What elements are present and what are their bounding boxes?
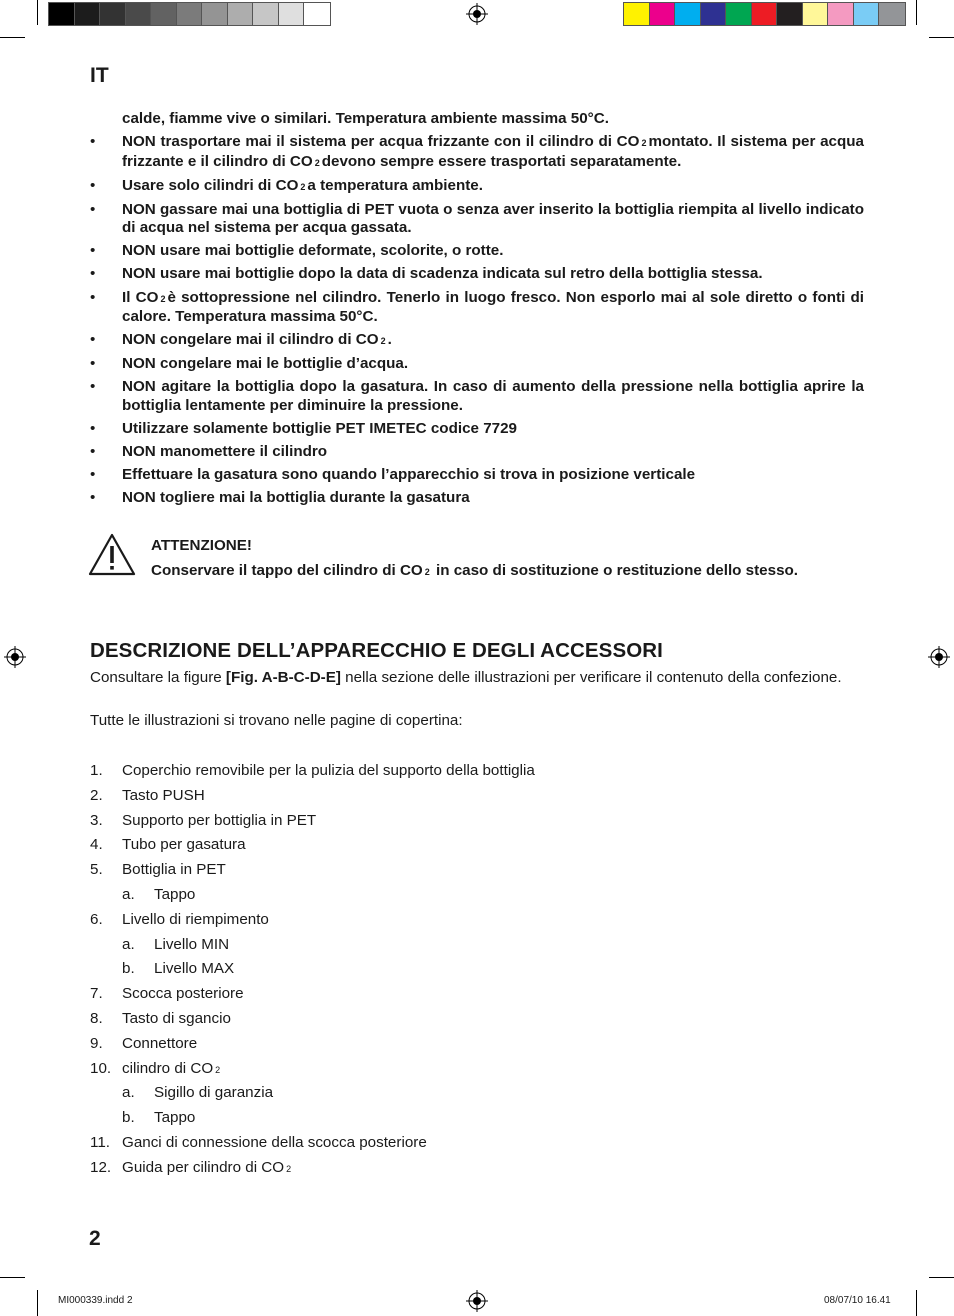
- color-swatch: [279, 3, 305, 25]
- safety-item: [90, 443, 864, 462]
- crop-mark: [916, 1290, 917, 1316]
- safety-item: [90, 420, 864, 439]
- safety-item: [90, 289, 864, 327]
- bullet-icon: •: [90, 288, 96, 306]
- bullet-icon: •: [90, 242, 96, 260]
- color-swatch: [650, 3, 676, 25]
- subscript: 2: [380, 336, 386, 347]
- crop-mark: [929, 1277, 954, 1278]
- safety-text: Effettuare la gasatura sono quando l’apparecchio si trova in posizione verticale: [122, 466, 696, 484]
- list-text-main: cilindro di CO: [122, 1059, 214, 1077]
- list-text: [154, 886, 195, 903]
- color-swatch: [100, 3, 126, 25]
- list-number: b.: [122, 960, 135, 978]
- color-swatch: [803, 3, 829, 25]
- list-number: 3.: [90, 811, 103, 829]
- list-text-main: Tasto PUSH: [122, 786, 205, 804]
- color-swatch: [228, 3, 254, 25]
- page-number: 2: [89, 1227, 101, 1250]
- process-color-bar: [623, 2, 906, 26]
- warning-text: [151, 562, 798, 579]
- list-number: 12.: [90, 1158, 112, 1176]
- list-text-main: Scocca posteriore: [122, 985, 244, 1003]
- list-number: a.: [122, 1084, 135, 1102]
- registration-mark-icon: [466, 1290, 488, 1312]
- bullet-icon: •: [90, 466, 96, 484]
- safety-item: [90, 466, 864, 485]
- list-text-main: Tubo per gasatura: [122, 836, 246, 854]
- list-number: 9.: [90, 1034, 103, 1052]
- subscript: 2: [215, 1064, 221, 1075]
- list-number: 4.: [90, 836, 103, 854]
- list-text: [154, 1109, 195, 1126]
- warning-subscript: 2: [424, 567, 430, 577]
- list-text: [122, 1060, 222, 1077]
- intro-text-after: nella sezione delle illustrazioni per verificare il contenuto della confezione.: [340, 669, 842, 686]
- list-text-main: Supporto per bottiglia in PET: [122, 811, 317, 829]
- list-number: 6.: [90, 910, 103, 928]
- safety-item: [90, 489, 864, 508]
- list-text: [122, 1159, 293, 1176]
- color-swatch: [126, 3, 152, 25]
- color-swatch: [854, 3, 880, 25]
- subscript: 2: [314, 157, 320, 168]
- list-number: a.: [122, 935, 135, 953]
- list-number: 5.: [90, 861, 103, 879]
- safety-text: NON togliere mai la bottiglia durante la gasatura: [122, 489, 470, 507]
- safety-text: NON usare mai bottiglie deformate, scolorite, o rotte.: [122, 242, 504, 260]
- safety-text: NON congelare mai il cilindro di CO: [122, 331, 379, 349]
- crop-mark: [0, 37, 25, 38]
- list-text: [122, 1134, 427, 1151]
- list-text: [154, 960, 234, 977]
- subscript: 2: [286, 1163, 292, 1174]
- figure-reference: [Fig. A-B-C-D-E]: [225, 669, 341, 686]
- safety-text: NON usare mai bottiglie dopo la data di scadenza indicata sul retro della bottiglia stessa.: [122, 265, 763, 283]
- color-swatch: [202, 3, 228, 25]
- section-heading: DESCRIZIONE DELL’APPARECCHIO E DEGLI ACCESSORI: [90, 639, 663, 662]
- list-text: [122, 1035, 197, 1052]
- bullet-icon: •: [90, 133, 96, 151]
- print-date: 08/07/10 16.41: [824, 1295, 891, 1306]
- bullet-icon: •: [90, 265, 96, 283]
- bullet-icon: •: [90, 489, 96, 507]
- crop-mark: [929, 37, 954, 38]
- warning-title: ATTENZIONE!: [151, 537, 252, 554]
- list-text: [154, 1084, 273, 1101]
- safety-text: montato. Il sistema per acqua frizzante e il cilindro di CO: [122, 133, 864, 170]
- language-label: IT: [90, 64, 109, 87]
- safety-item: [90, 242, 864, 261]
- crop-mark: [916, 0, 917, 25]
- crop-mark: [0, 1277, 25, 1278]
- registration-mark-icon: [466, 3, 488, 25]
- bullet-icon: •: [90, 331, 96, 349]
- list-text-main: Guida per cilindro di CO: [122, 1158, 285, 1176]
- color-swatch: [726, 3, 752, 25]
- list-text: [122, 1010, 231, 1027]
- warning-text-after: in caso di sostituzione o restituzione dello stesso.: [431, 562, 799, 579]
- crop-mark: [37, 0, 38, 25]
- safety-item: [90, 110, 864, 129]
- safety-text: Il CO: [122, 288, 159, 306]
- color-swatch: [828, 3, 854, 25]
- safety-item: [90, 378, 864, 415]
- safety-item: [90, 177, 864, 197]
- list-text: [122, 836, 246, 853]
- intro-text: Consultare la figure: [90, 669, 226, 686]
- list-text-main: Tasto di sgancio: [122, 1009, 231, 1027]
- bullet-icon: •: [90, 176, 96, 194]
- list-text: [122, 812, 316, 829]
- color-swatch: [879, 3, 905, 25]
- list-number: 11.: [90, 1133, 110, 1151]
- safety-item: [90, 133, 864, 172]
- safety-text: NON manomettere il cilindro: [122, 443, 328, 461]
- bullet-icon: •: [90, 200, 96, 218]
- list-text-main: Ganci di connessione della scocca posteriore: [122, 1133, 427, 1151]
- registration-mark-icon: [928, 646, 950, 668]
- color-swatch: [253, 3, 279, 25]
- file-slug: MI000339.indd 2: [58, 1295, 133, 1306]
- color-swatch: [304, 3, 330, 25]
- list-text-main: Livello MIN: [154, 935, 230, 953]
- color-swatch: [752, 3, 778, 25]
- list-number: 7.: [90, 985, 103, 1003]
- list-number: 8.: [90, 1009, 103, 1027]
- safety-text: Utilizzare solamente bottiglie PET IMETEC codice 7729: [122, 419, 517, 437]
- list-number: a.: [122, 885, 135, 903]
- list-text-main: Sigillo di garanzia: [154, 1084, 274, 1102]
- list-text: [122, 985, 244, 1002]
- list-text: [122, 762, 535, 779]
- subscript: 2: [641, 138, 647, 149]
- safety-text: a temperatura ambiente.: [307, 176, 483, 194]
- list-text-main: Bottiglia in PET: [122, 861, 226, 879]
- list-text-main: Connettore: [122, 1034, 198, 1052]
- list-number: 1.: [90, 762, 103, 779]
- list-text-main: Tappo: [154, 885, 196, 903]
- list-number: b.: [122, 1109, 135, 1127]
- intro-note: Tutte le illustrazioni si trovano nelle pagine di copertina:: [90, 712, 463, 729]
- subscript: 2: [300, 181, 306, 192]
- list-text-main: Tappo: [154, 1109, 196, 1127]
- color-swatch: [624, 3, 650, 25]
- safety-text: è sottopressione nel cilindro. Tenerlo in luogo fresco. Non esporlo mai al sole diretto o fonti di calore. Temperatura massima 50°C.: [122, 288, 864, 326]
- safety-list: [90, 110, 864, 512]
- list-text: [122, 911, 269, 928]
- subscript: 2: [160, 293, 166, 304]
- bullet-icon: •: [90, 419, 96, 437]
- safety-text: .: [387, 331, 392, 349]
- safety-text: NON agitare la bottiglia dopo la gasatura. In caso di aumento della pressione nella bottiglia aprire la bottiglia lentamente per diminuire la pressione.: [122, 378, 864, 414]
- color-swatch: [151, 3, 177, 25]
- safety-item: [90, 201, 864, 238]
- safety-item: [90, 355, 864, 374]
- safety-text: Usare solo cilindri di CO: [122, 176, 299, 194]
- grayscale-color-bar: [48, 2, 331, 26]
- intro-paragraph: [90, 668, 864, 688]
- list-text: [154, 936, 229, 953]
- safety-item: [90, 331, 864, 351]
- list-text: [122, 861, 226, 878]
- list-text: [122, 787, 205, 804]
- warning-text-before: Conservare il tappo del cilindro di CO: [151, 562, 423, 579]
- safety-text: NON congelare mai le bottiglie d’acqua.: [122, 355, 409, 373]
- safety-text: NON trasportare mai il sistema per acqua frizzante con il cilindro di CO: [122, 133, 640, 151]
- list-number: 10.: [90, 1059, 112, 1077]
- registration-mark-icon: [4, 646, 26, 668]
- color-swatch: [701, 3, 727, 25]
- color-swatch: [675, 3, 701, 25]
- color-swatch: [777, 3, 803, 25]
- bullet-icon: •: [90, 378, 96, 396]
- color-swatch: [177, 3, 203, 25]
- safety-item: [90, 265, 864, 284]
- list-text-main: Livello MAX: [154, 960, 235, 978]
- safety-text: NON gassare mai una bottiglia di PET vuota o senza aver inserito la bottiglia riempita al livello indicato di acqua nel sistema per acqua gassata.: [122, 200, 864, 237]
- list-text-main: Coperchio removibile per la pulizia del supporto della bottiglia: [122, 762, 535, 779]
- safety-text: devono sempre essere trasportati separatamente.: [321, 152, 682, 170]
- list-text-main: Livello di riempimento: [122, 910, 269, 928]
- color-swatch: [49, 3, 75, 25]
- crop-mark: [37, 1290, 38, 1316]
- list-number: 2.: [90, 786, 103, 804]
- bullet-icon: •: [90, 355, 96, 373]
- bullet-icon: •: [90, 443, 96, 461]
- safety-text: calde, fiamme vive o similari. Temperatura ambiente massima 50°C.: [122, 110, 609, 127]
- warning-triangle-icon: [88, 533, 136, 576]
- color-swatch: [75, 3, 101, 25]
